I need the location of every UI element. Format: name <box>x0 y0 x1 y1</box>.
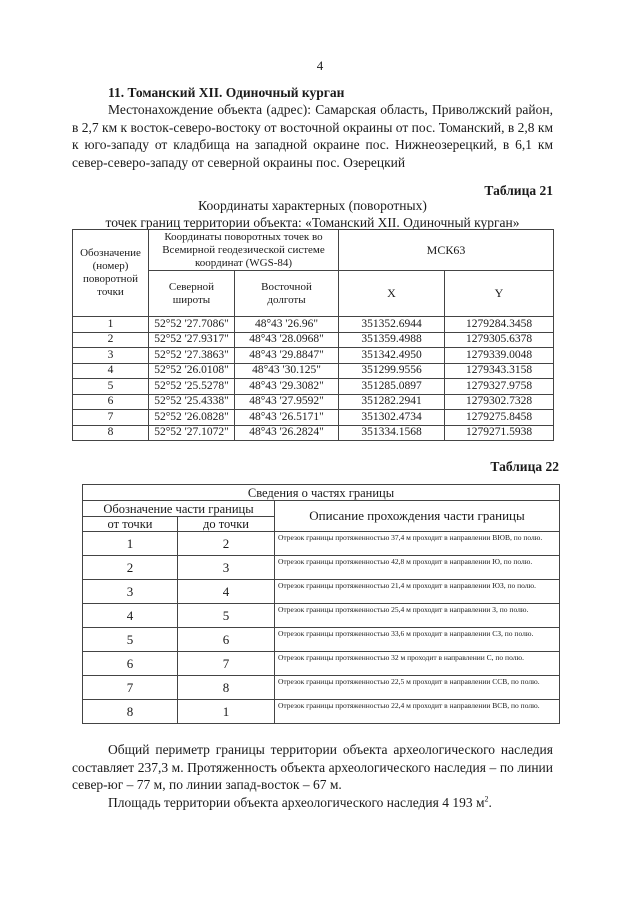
cell-from: 4 <box>83 604 178 628</box>
cell-description: Отрезок границы протяженностью 21,4 м проходит в направлении ЮЗ, по полю. <box>275 580 560 604</box>
table-21-label: Таблица 21 <box>484 183 553 198</box>
table-21-caption-line2: точек границ территории объекта: «Томанский XII. Одиночный курган» <box>105 215 520 230</box>
coordinates-table <box>72 229 554 441</box>
cell-lat: 52°52 '27.9317" <box>149 332 235 348</box>
cell-lon: 48°43 '28.0968" <box>235 332 339 348</box>
cell-to: 5 <box>178 604 275 628</box>
cell-y: 1279339.0048 <box>445 348 554 364</box>
cell-to: 6 <box>178 628 275 652</box>
cell-y: 1279343.3158 <box>445 363 554 379</box>
cell-from: 2 <box>83 556 178 580</box>
cell-description: Отрезок границы протяженностью 22,4 м проходит в направлении ВСВ, по полю. <box>275 700 560 724</box>
cell-to: 1 <box>178 700 275 724</box>
header-description: Описание прохождения части границы <box>275 501 560 532</box>
cell-point: 8 <box>73 425 149 441</box>
boundary-parts-table <box>82 484 560 724</box>
address-paragraph <box>72 101 553 171</box>
cell-to: 7 <box>178 652 275 676</box>
cell-point: 4 <box>73 363 149 379</box>
table-row <box>83 628 560 652</box>
cell-x: 351285.0897 <box>339 379 445 395</box>
cell-description: Отрезок границы протяженностью 33,6 м проходит в направлении СЗ, по полю. <box>275 628 560 652</box>
table-row <box>83 676 560 700</box>
cell-point: 2 <box>73 332 149 348</box>
table-row <box>73 332 554 348</box>
cell-description: Отрезок границы протяженностью 25,4 м проходит в направлении З, по полю. <box>275 604 560 628</box>
table-row <box>83 580 560 604</box>
area-superscript: 2 <box>484 794 489 804</box>
header-point: Обозначение (номер) поворотной точки <box>73 230 149 317</box>
header-msk: МСК63 <box>339 230 554 271</box>
table-row <box>83 556 560 580</box>
cell-lon: 48°43 '26.96" <box>235 317 339 333</box>
section-heading: 11. Томанский XII. Одиночный курган <box>108 85 345 100</box>
cell-lon: 48°43 '26.5171" <box>235 410 339 426</box>
table-row <box>73 317 554 333</box>
header-title: Сведения о частях границы <box>83 485 560 501</box>
page-number: 4 <box>316 58 324 73</box>
cell-lat: 52°52 '26.0108" <box>149 363 235 379</box>
cell-y: 1279305.6378 <box>445 332 554 348</box>
cell-description: Отрезок границы протяженностью 37,4 м проходит в направлении ВЮВ, по полю. <box>275 532 560 556</box>
cell-lat: 52°52 '27.1072" <box>149 425 235 441</box>
table-row <box>73 394 554 410</box>
header-lat: Северной широты <box>149 271 235 317</box>
cell-from: 1 <box>83 532 178 556</box>
cell-lon: 48°43 '30.125" <box>235 363 339 379</box>
cell-from: 7 <box>83 676 178 700</box>
cell-y: 1279275.8458 <box>445 410 554 426</box>
cell-y: 1279284.3458 <box>445 317 554 333</box>
cell-lat: 52°52 '25.4338" <box>149 394 235 410</box>
cell-x: 351302.4734 <box>339 410 445 426</box>
table-row <box>83 532 560 556</box>
cell-from: 3 <box>83 580 178 604</box>
table-21-caption <box>72 197 553 231</box>
table-21-caption-line1: Координаты характерных (поворотных) <box>198 198 427 213</box>
cell-x: 351299.9556 <box>339 363 445 379</box>
cell-to: 3 <box>178 556 275 580</box>
area-end: . <box>488 795 492 810</box>
table-row <box>73 425 554 441</box>
cell-point: 7 <box>73 410 149 426</box>
perimeter-text: Общий периметр границы территории объекта археологического наследия составляет 237,3 м. Протяженность объекта археологического наследия – по линии север-юг – 77 м, по линии запад-восток – 67 м. <box>72 742 553 792</box>
cell-description: Отрезок границы протяженностью 42,8 м проходит в направлении Ю, по полю. <box>275 556 560 580</box>
cell-point: 5 <box>73 379 149 395</box>
cell-lon: 48°43 '29.3082" <box>235 379 339 395</box>
cell-y: 1279271.5938 <box>445 425 554 441</box>
area-paragraph <box>72 794 553 812</box>
table-row <box>73 410 554 426</box>
cell-description: Отрезок границы протяженностью 22,5 м проходит в направлении ССВ, по полю. <box>275 676 560 700</box>
cell-point: 6 <box>73 394 149 410</box>
cell-from: 5 <box>83 628 178 652</box>
header-y: Y <box>445 271 554 317</box>
cell-from: 6 <box>83 652 178 676</box>
table-row <box>73 379 554 395</box>
table-row <box>83 700 560 724</box>
header-wgs: Координаты поворотных точек во Всемирной геодезической системе координат (WGS-84) <box>149 230 339 271</box>
header-designation: Обозначение части границы <box>83 501 275 517</box>
area-text: Площадь территории объекта археологического наследия 4 193 м <box>108 795 485 810</box>
perimeter-paragraph <box>72 741 553 794</box>
address-text: Местонахождение объекта (адрес): Самарская область, Приволжский район, в 2,7 км к восток-северо-востоку от восточной окраины от пос. Томанский, в 2,8 км к юго-западу от кладбища на западной окраине пос. Нижнеозерецкий, в 6,1 км север-северо-западу от северной окраины пос. Озерецкий <box>72 102 553 170</box>
table-row <box>73 363 554 379</box>
cell-to: 8 <box>178 676 275 700</box>
cell-y: 1279327.9758 <box>445 379 554 395</box>
cell-x: 351282.2941 <box>339 394 445 410</box>
cell-point: 3 <box>73 348 149 364</box>
cell-from: 8 <box>83 700 178 724</box>
table-22-label: Таблица 22 <box>490 459 559 474</box>
cell-x: 351352.6944 <box>339 317 445 333</box>
cell-x: 351342.4950 <box>339 348 445 364</box>
header-from: от точки <box>83 517 178 532</box>
cell-lon: 48°43 '27.9592" <box>235 394 339 410</box>
cell-point: 1 <box>73 317 149 333</box>
table-row <box>83 652 560 676</box>
table-row <box>73 348 554 364</box>
table-row <box>83 604 560 628</box>
header-x: X <box>339 271 445 317</box>
cell-y: 1279302.7328 <box>445 394 554 410</box>
cell-to: 2 <box>178 532 275 556</box>
cell-lat: 52°52 '27.3863" <box>149 348 235 364</box>
cell-description: Отрезок границы протяженностью 32 м проходит в направлении С, по полю. <box>275 652 560 676</box>
cell-x: 351359.4988 <box>339 332 445 348</box>
cell-lat: 52°52 '27.7086" <box>149 317 235 333</box>
cell-lon: 48°43 '26.2824" <box>235 425 339 441</box>
cell-lon: 48°43 '29.8847" <box>235 348 339 364</box>
cell-to: 4 <box>178 580 275 604</box>
header-to: до точки <box>178 517 275 532</box>
header-lon: Восточной долготы <box>235 271 339 317</box>
cell-x: 351334.1568 <box>339 425 445 441</box>
cell-lat: 52°52 '26.0828" <box>149 410 235 426</box>
cell-lat: 52°52 '25.5278" <box>149 379 235 395</box>
